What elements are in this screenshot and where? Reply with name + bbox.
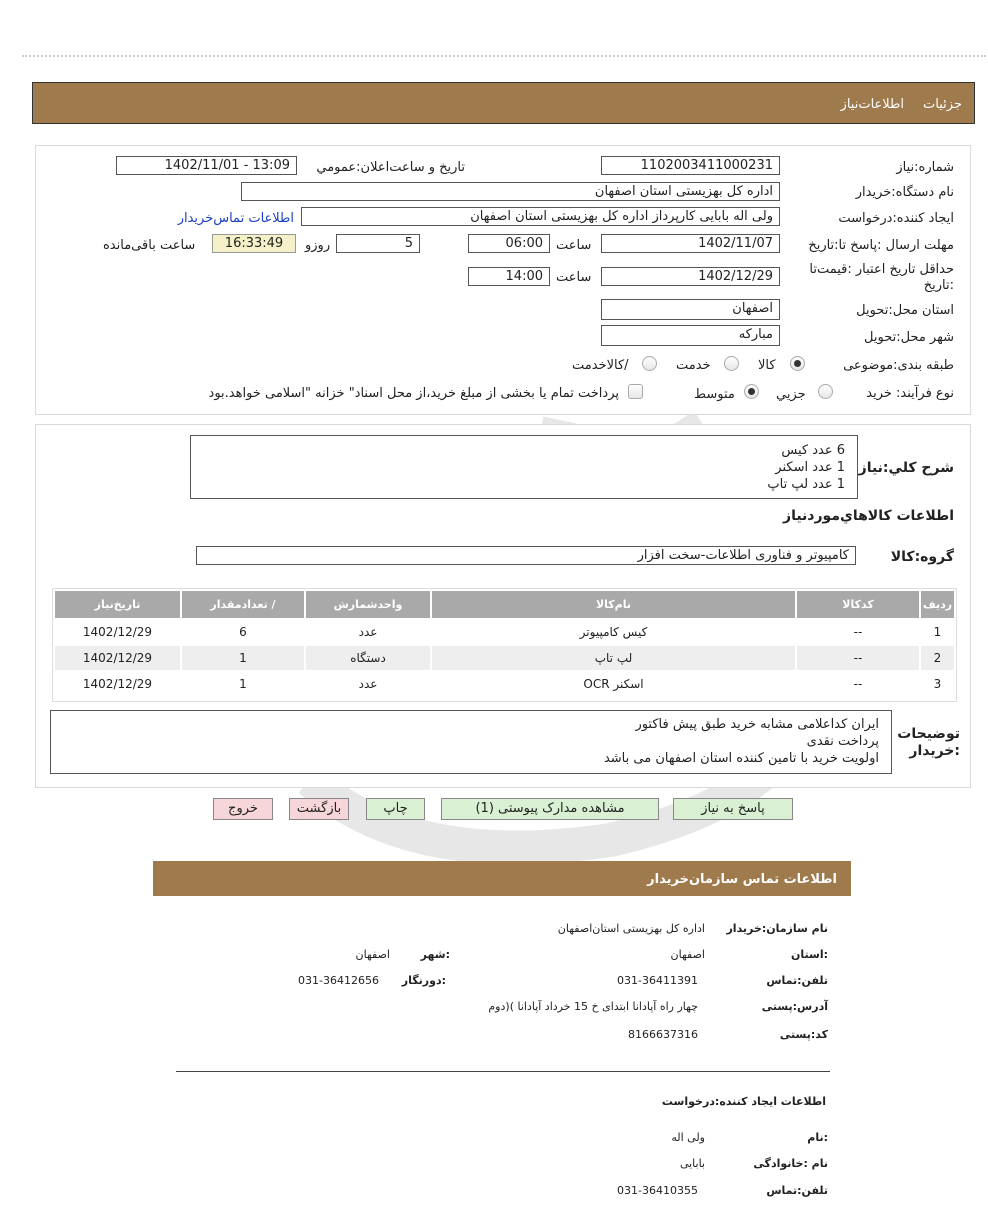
province-field: اصفهان (601, 299, 780, 320)
col-date: تاریخ‌نیاز (55, 591, 180, 618)
category-radio-service[interactable] (724, 356, 739, 371)
creator-phone-value: 031-36410355 (617, 1184, 698, 1197)
remaining-time: 16:33:49 (212, 234, 296, 253)
contact-city-label: :شهر (420, 948, 450, 961)
cell-date: 1402/12/29 (55, 646, 180, 670)
col-unit: واحدشمارش (306, 591, 430, 618)
creator-phone-label: تلفن:تماس (766, 1184, 828, 1197)
announce-label: تاریخ و ساعت‌اعلان:عمومي (316, 160, 465, 175)
buyer-contact-link[interactable]: اطلاعات تماس‌خریدار (177, 211, 294, 226)
buyer-note-line: اولویت خرید با تامین کننده استان اصفهان می باشد (603, 751, 879, 766)
cell-date: 1402/12/29 (55, 620, 180, 644)
summary-line: 1 عدد اسکنر (775, 460, 845, 475)
items-table (53, 589, 956, 698)
category-option-both: /کالاخدمت (572, 358, 629, 373)
buyer-note-line: پرداخت نقدی (806, 734, 879, 749)
tab-details[interactable]: جزئیات (923, 97, 962, 112)
contact-fax-value: 031-36412656 (298, 974, 379, 987)
col-row: رديف (921, 591, 954, 618)
group-label: گروه:کالا (890, 549, 954, 565)
cell-code: -- (797, 646, 919, 670)
deadline-time-label: ساعت (556, 238, 592, 253)
top-divider (22, 55, 986, 57)
deadline-date-field: 1402/11/07 (601, 234, 780, 253)
contact-section-bar (153, 861, 851, 896)
group-field: کامپیوتر و فناوری اطلاعات-سخت افزار (196, 546, 856, 565)
contact-org-label: نام سازمان:خریدار (726, 922, 828, 935)
process-radio-medium[interactable] (744, 384, 759, 399)
validity-time-field: 14:00 (468, 267, 550, 286)
reply-button[interactable]: پاسخ به نیاز (673, 798, 793, 820)
cell-code: -- (797, 620, 919, 644)
category-option-service: خدمت (676, 358, 711, 373)
cell-date: 1402/12/29 (55, 672, 180, 696)
creator-family-value: بابایی (679, 1157, 705, 1170)
process-label: نوع فرآیند: خرید (866, 386, 954, 401)
cell-unit: عدد (306, 672, 430, 696)
summary-line: 1 عدد لپ تاپ (767, 477, 845, 492)
city-field: مبارکه (601, 325, 780, 346)
cell-name: لپ تاپ (432, 646, 795, 670)
contact-province-value: اصفهان (670, 948, 705, 961)
contact-phone-label: تلفن:تماس (766, 974, 828, 987)
cell-row: 1 (921, 620, 954, 644)
col-qty: / تعدادمقدار (182, 591, 304, 618)
treasury-payment-checkbox[interactable] (628, 384, 643, 399)
process-option-medium: متوسط (694, 387, 735, 402)
cell-unit: عدد (306, 620, 430, 644)
contact-postal-label: کد:پستی (779, 1028, 828, 1041)
cell-code: -- (797, 672, 919, 696)
buyer-note-line: ایران کداعلامی مشابه خرید طبق پیش فاکتور (635, 717, 879, 732)
table-row (55, 646, 954, 670)
tab-need-info[interactable]: اطلاعات‌نیاز (840, 97, 904, 112)
summary-box (190, 435, 858, 499)
contact-phone-value: 031-36411391 (617, 974, 698, 987)
category-option-goods: کالا (758, 358, 776, 373)
cell-row: 2 (921, 646, 954, 670)
remaining-label: ساعت باقی‌مانده (103, 238, 196, 253)
goods-info-title: اطلاعات کالاهاي‌موردنیاز (783, 508, 954, 524)
contact-divider (176, 1071, 830, 1072)
creator-label: ایجاد کننده:درخواست (838, 211, 954, 226)
cell-unit: دستگاه (306, 646, 430, 670)
buyer-notes-box (50, 710, 892, 774)
contact-address-value: چهار راه آپادانا ابتدای خ 15 خرداد آپادانا )(دوم (488, 1000, 698, 1013)
col-code: کدکالا (797, 591, 919, 618)
buyer-org-label: نام دستگاه:خریدار (855, 185, 954, 200)
creator-family-label: نام :خانوادگی (753, 1157, 828, 1170)
table-row (55, 620, 954, 644)
back-button[interactable]: بازگشت (289, 798, 349, 820)
attachments-button[interactable]: مشاهده مدارک پیوستی (1) (441, 798, 659, 820)
cell-name: اسکنر OCR (432, 672, 795, 696)
summary-label: شرح کلي:نياز (858, 460, 954, 476)
days-field: 5 (336, 234, 420, 253)
contact-fax-label: :دورنگار (401, 974, 446, 987)
buyer-org-field: اداره کل بهزیستی استان اصفهان (241, 182, 780, 201)
creator-name-label: :نام (807, 1131, 828, 1144)
buyer-notes-label: توضیحات :خریدار (897, 726, 960, 759)
days-label: روزو (305, 238, 331, 253)
contact-org-value: اداره کل بهزیستی استان‌اصفهان (557, 922, 705, 935)
process-radio-minor[interactable] (818, 384, 833, 399)
exit-button[interactable]: خروج (213, 798, 273, 820)
cell-name: کیس کامپیوتر (432, 620, 795, 644)
category-radio-goods[interactable] (790, 356, 805, 371)
validity-time-label: ساعت (556, 270, 592, 285)
col-name: نام‌کالا (432, 591, 795, 618)
deadline-label: مهلت ارسال :پاسخ تا:تاریخ (808, 238, 954, 253)
treasury-payment-note: پرداخت تمام یا بخشی از مبلغ خرید،از محل اسناد" خزانه "اسلامی خواهد.بود (208, 386, 619, 401)
contact-postal-value: 8166637316 (628, 1028, 698, 1041)
city-label: شهر محل:تحویل (864, 330, 954, 345)
cell-row: 3 (921, 672, 954, 696)
summary-line: 6 عدد کیس (781, 443, 845, 458)
need-number-field: 1102003411000231 (601, 156, 780, 175)
contact-address-label: آدرس:پستی (761, 1000, 828, 1013)
category-label: طبقه بندی:موضوعی (843, 358, 954, 373)
creator-section-title: اطلاعات ایجاد کننده:درخواست (661, 1095, 826, 1108)
creator-field: ولی اله بابایی کارپرداز اداره کل بهزیستی استان اصفهان (301, 207, 780, 226)
cell-qty: 1 (182, 646, 304, 670)
cell-qty: 1 (182, 672, 304, 696)
contact-province-label: :استان (791, 948, 828, 961)
creator-name-value: ولی اله (671, 1131, 705, 1144)
print-button[interactable]: چاپ (366, 798, 425, 820)
validity-date-field: 1402/12/29 (601, 267, 780, 286)
contact-city-value: اصفهان (355, 948, 390, 961)
category-radio-both[interactable] (642, 356, 657, 371)
validity-label: حداقل تاریخ اعتبار :قیمت‌تا :تاریخ (809, 262, 954, 293)
contact-section-title: اطلاعات تماس سازمان‌خریدار (647, 872, 837, 887)
need-number-label: شماره:نیاز (896, 160, 954, 175)
announce-date-field: 1402/11/01 - 13:09 (116, 156, 297, 175)
process-option-minor: جزیي (776, 387, 806, 402)
table-row (55, 672, 954, 696)
cell-qty: 6 (182, 620, 304, 644)
province-label: استان محل:تحویل (856, 303, 954, 318)
items-table-frame (52, 588, 957, 702)
page-title-bar (32, 82, 975, 124)
deadline-time-field: 06:00 (468, 234, 550, 253)
